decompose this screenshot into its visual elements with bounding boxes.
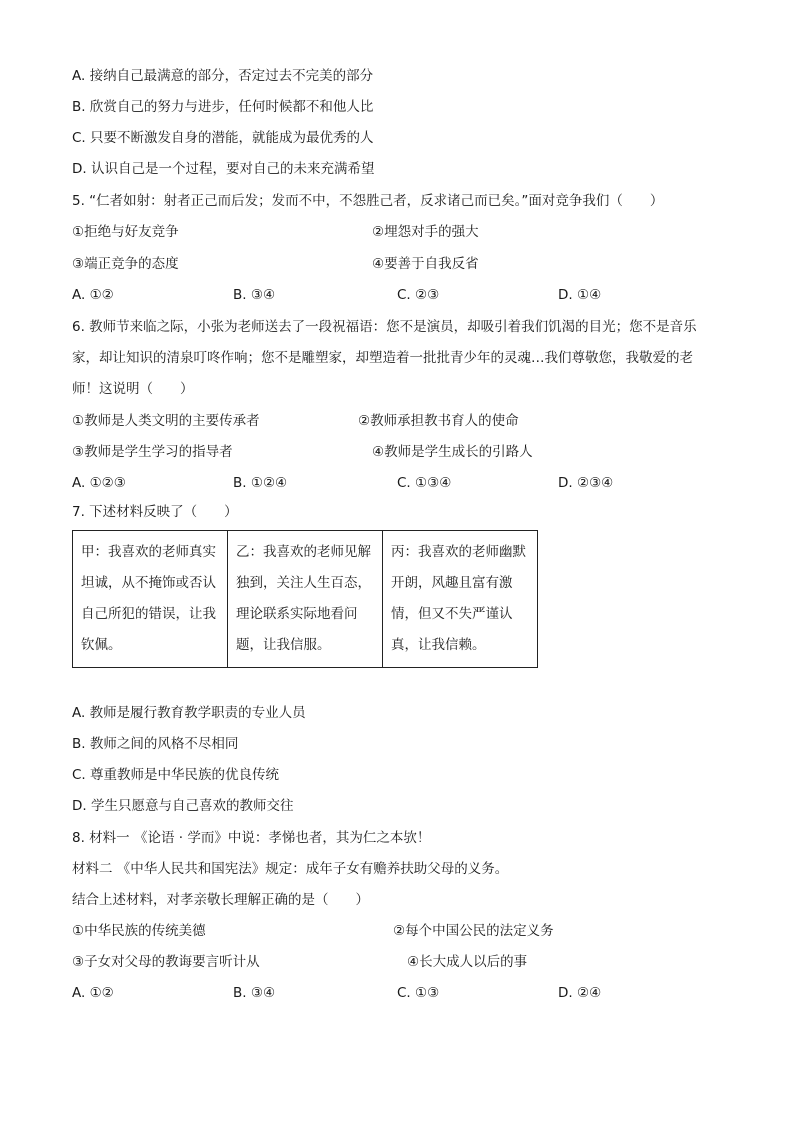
q4-option-c: C. 只要不断激发自身的潜能，就能成为最优秀的人 bbox=[72, 130, 374, 146]
q6-statement-3: ③教师是学生学习的指导者 bbox=[72, 444, 233, 460]
q8-option-a: A. ①② bbox=[72, 985, 114, 1001]
q7-stem: 7. 下述材料反映了（ ） bbox=[72, 504, 238, 520]
q7-option-d: D. 学生只愿意与自己喜欢的教师交往 bbox=[72, 798, 294, 814]
q7-material-table bbox=[72, 530, 538, 668]
q6-option-c: C. ①③④ bbox=[397, 475, 452, 491]
q4-option-b: B. 欣赏自己的努力与进步，任何时候都不和他人比 bbox=[72, 99, 374, 115]
q7-option-b: B. 教师之间的风格不尽相同 bbox=[72, 736, 239, 752]
q8-option-d: D. ②④ bbox=[558, 985, 602, 1001]
q4-option-d: D. 认识自己是一个过程，要对自己的未来充满希望 bbox=[72, 161, 375, 177]
q8-statement-2: ②每个中国公民的法定义务 bbox=[393, 923, 554, 939]
q6-option-b: B. ①②④ bbox=[233, 475, 288, 491]
q8-statement-4: ④长大成人以后的事 bbox=[407, 954, 528, 970]
q5-statement-4: ④要善于自我反省 bbox=[372, 256, 479, 272]
q7-option-c: C. 尊重教师是中华民族的优良传统 bbox=[72, 767, 280, 783]
q7-option-a: A. 教师是履行教育教学职责的专业人员 bbox=[72, 705, 306, 721]
q8-statement-3: ③子女对父母的教诲要言听计从 bbox=[72, 954, 260, 970]
q6-option-d: D. ②③④ bbox=[558, 475, 614, 491]
q6-statement-2: ②教师承担教书育人的使命 bbox=[358, 413, 519, 429]
q8-statement-1: ①中华民族的传统美德 bbox=[72, 923, 206, 939]
q5-option-b: B. ③④ bbox=[233, 287, 276, 303]
q5-option-c: C. ②③ bbox=[397, 287, 440, 303]
q8-material-1: 8. 材料一 《论语 · 学而》中说：孝悌也者，其为仁之本欤！ bbox=[72, 830, 431, 846]
q5-option-a: A. ①② bbox=[72, 287, 114, 303]
q6-statement-1: ①教师是人类文明的主要传承者 bbox=[72, 413, 260, 429]
q4-option-a: A. 接纳自己最满意的部分，否定过去不完美的部分 bbox=[72, 68, 374, 84]
q8-material-2: 材料二 《中华人民共和国宪法》规定：成年子女有赡养扶助父母的义务。 bbox=[72, 861, 509, 877]
q7-material-bing: 丙：我喜欢的老师幽默开朗，风趣且富有激情，但又不失严谨认真，让我信赖。 bbox=[383, 531, 538, 668]
q6-stem-line1: 6. 教师节来临之际，小张为老师送去了一段祝福语：您不是演员，却吸引着我们饥渴的目光；您不是音乐 bbox=[72, 319, 697, 335]
q5-option-d: D. ①④ bbox=[558, 287, 602, 303]
q8-option-c: C. ①③ bbox=[397, 985, 440, 1001]
q6-statement-4: ④教师是学生成长的引路人 bbox=[372, 444, 533, 460]
q5-stem: 5. “仁者如射：射者正己而后发；发而不中，不怨胜己者，反求诸己而已矣。”面对竞争我们（ ） bbox=[72, 193, 664, 209]
q8-option-b: B. ③④ bbox=[233, 985, 276, 1001]
q6-stem-line3: 师！这说明（ ） bbox=[72, 381, 194, 397]
q6-option-a: A. ①②③ bbox=[72, 475, 126, 491]
q7-material-jia: 甲：我喜欢的老师真实坦诚，从不掩饰或否认自己所犯的错误，让我钦佩。 bbox=[73, 531, 228, 668]
table-row bbox=[73, 531, 538, 668]
q5-statement-3: ③端正竞争的态度 bbox=[72, 256, 179, 272]
q7-material-yi: 乙：我喜欢的老师见解独到，关注人生百态，理论联系实际地看问题，让我信服。 bbox=[228, 531, 383, 668]
q5-statement-1: ①拒绝与好友竞争 bbox=[72, 224, 179, 240]
q6-stem-line2: 家，却让知识的清泉叮咚作响；您不是雕塑家，却塑造着一批批青少年的灵魂…我们尊敬您，我敬爱的老 bbox=[72, 350, 693, 366]
q8-stem: 结合上述材料，对孝亲敬长理解正确的是（ ） bbox=[72, 892, 369, 908]
q5-statement-2: ②埋怨对手的强大 bbox=[372, 224, 479, 240]
